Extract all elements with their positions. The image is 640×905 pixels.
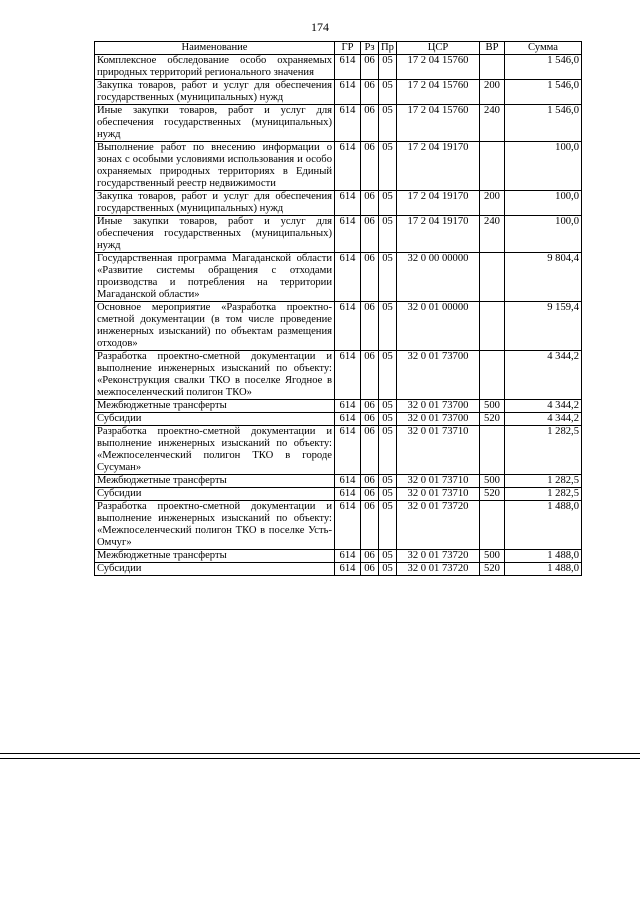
row-vr: 520	[480, 413, 505, 426]
row-rz: 06	[361, 501, 379, 550]
row-rz: 06	[361, 191, 379, 216]
row-gr: 614	[335, 142, 361, 191]
row-csr: 17 2 04 19170	[397, 191, 480, 216]
row-name: Основное мероприятие «Разработка проектно-сметной документации (в том числе проведение инженерных изысканий) по объектам размещения отходов»	[95, 302, 335, 351]
row-gr: 614	[335, 216, 361, 253]
row-gr: 614	[335, 413, 361, 426]
row-vr	[480, 55, 505, 80]
row-vr	[480, 302, 505, 351]
row-pr: 05	[379, 216, 397, 253]
row-sum: 100,0	[505, 216, 582, 253]
row-rz: 06	[361, 488, 379, 501]
table-row	[95, 351, 582, 400]
row-vr: 520	[480, 488, 505, 501]
row-sum: 1 488,0	[505, 501, 582, 550]
header-pr: Пр	[379, 42, 397, 55]
table-row	[95, 55, 582, 80]
page-number: 174	[311, 20, 329, 34]
header-gr: ГР	[335, 42, 361, 55]
table-body	[95, 55, 582, 576]
row-csr: 32 0 01 73710	[397, 488, 480, 501]
row-pr: 05	[379, 142, 397, 191]
footer-divider	[0, 758, 640, 759]
row-name: Государственная программа Магаданской области «Развитие системы обращения с отходами производства и потребления на территории Магаданской области»	[95, 253, 335, 302]
row-pr: 05	[379, 105, 397, 142]
row-gr: 614	[335, 501, 361, 550]
row-gr: 614	[335, 475, 361, 488]
row-name: Межбюджетные трансферты	[95, 550, 335, 563]
table-row	[95, 142, 582, 191]
row-csr: 32 0 01 73710	[397, 475, 480, 488]
row-csr: 32 0 01 73720	[397, 501, 480, 550]
row-rz: 06	[361, 426, 379, 475]
row-name: Закупка товаров, работ и услуг для обеспечения государственных (муниципальных) нужд	[95, 191, 335, 216]
row-sum: 1 546,0	[505, 80, 582, 105]
row-vr	[480, 351, 505, 400]
row-vr: 240	[480, 105, 505, 142]
table-row	[95, 501, 582, 550]
row-name: Комплексное обследование особо охраняемых природных территорий регионального значения	[95, 55, 335, 80]
row-csr: 32 0 01 73710	[397, 426, 480, 475]
row-pr: 05	[379, 253, 397, 302]
table-row	[95, 488, 582, 501]
row-rz: 06	[361, 550, 379, 563]
row-csr: 32 0 01 73700	[397, 400, 480, 413]
row-sum: 100,0	[505, 191, 582, 216]
table-row	[95, 216, 582, 253]
row-rz: 06	[361, 400, 379, 413]
table-row	[95, 413, 582, 426]
row-rz: 06	[361, 413, 379, 426]
row-gr: 614	[335, 191, 361, 216]
table-row	[95, 426, 582, 475]
table-row	[95, 475, 582, 488]
footer-divider	[0, 753, 640, 754]
row-sum: 1 488,0	[505, 550, 582, 563]
row-name: Разработка проектно-сметной документации и выполнение инженерных изысканий по объекту: «Реконструкция свалки ТКО в поселке Ягодное в межпоселенческий полигон ТКО»	[95, 351, 335, 400]
row-name: Закупка товаров, работ и услуг для обеспечения государственных (муниципальных) нужд	[95, 80, 335, 105]
row-name: Иные закупки товаров, работ и услуг для обеспечения государственных (муниципальных) нужд	[95, 216, 335, 253]
row-name: Разработка проектно-сметной документации и выполнение инженерных изысканий по объекту: «Межпоселенческий полигон ТКО в городе Сусуман»	[95, 426, 335, 475]
row-vr: 500	[480, 475, 505, 488]
table-row	[95, 550, 582, 563]
row-sum: 1 546,0	[505, 55, 582, 80]
row-vr: 500	[480, 550, 505, 563]
row-vr: 240	[480, 216, 505, 253]
row-sum: 1 282,5	[505, 475, 582, 488]
row-name: Субсидии	[95, 563, 335, 576]
row-gr: 614	[335, 351, 361, 400]
row-rz: 06	[361, 142, 379, 191]
row-sum: 1 488,0	[505, 563, 582, 576]
row-sum: 9 159,4	[505, 302, 582, 351]
table-row	[95, 302, 582, 351]
row-gr: 614	[335, 400, 361, 413]
row-rz: 06	[361, 216, 379, 253]
row-name: Субсидии	[95, 413, 335, 426]
row-csr: 32 0 01 73720	[397, 563, 480, 576]
row-name: Выполнение работ по внесению информации о зонах с особыми условиями использования и особо охраняемых природных территориях в Единый государственный реестр недвижимости	[95, 142, 335, 191]
header-csr: ЦСР	[397, 42, 480, 55]
row-pr: 05	[379, 475, 397, 488]
row-rz: 06	[361, 253, 379, 302]
row-sum: 1 282,5	[505, 488, 582, 501]
row-rz: 06	[361, 302, 379, 351]
row-vr	[480, 501, 505, 550]
row-pr: 05	[379, 426, 397, 475]
row-pr: 05	[379, 400, 397, 413]
row-csr: 32 0 01 73700	[397, 413, 480, 426]
row-gr: 614	[335, 80, 361, 105]
table-header-row	[95, 42, 582, 55]
table-row	[95, 563, 582, 576]
row-rz: 06	[361, 105, 379, 142]
row-csr: 32 0 00 00000	[397, 253, 480, 302]
row-name: Межбюджетные трансферты	[95, 400, 335, 413]
row-gr: 614	[335, 488, 361, 501]
row-gr: 614	[335, 563, 361, 576]
row-vr	[480, 253, 505, 302]
row-vr	[480, 142, 505, 191]
row-vr: 200	[480, 191, 505, 216]
row-gr: 614	[335, 55, 361, 80]
row-name: Межбюджетные трансферты	[95, 475, 335, 488]
header-rz: Рз	[361, 42, 379, 55]
row-pr: 05	[379, 563, 397, 576]
row-rz: 06	[361, 563, 379, 576]
row-pr: 05	[379, 550, 397, 563]
row-pr: 05	[379, 302, 397, 351]
table-row	[95, 80, 582, 105]
row-gr: 614	[335, 426, 361, 475]
row-sum: 4 344,2	[505, 351, 582, 400]
row-sum: 4 344,2	[505, 413, 582, 426]
row-csr: 17 2 04 19170	[397, 216, 480, 253]
row-pr: 05	[379, 191, 397, 216]
row-sum: 9 804,4	[505, 253, 582, 302]
row-rz: 06	[361, 80, 379, 105]
row-pr: 05	[379, 80, 397, 105]
row-gr: 614	[335, 253, 361, 302]
row-vr: 500	[480, 400, 505, 413]
row-name: Иные закупки товаров, работ и услуг для обеспечения государственных (муниципальных) нужд	[95, 105, 335, 142]
row-rz: 06	[361, 475, 379, 488]
row-gr: 614	[335, 550, 361, 563]
row-sum: 1 546,0	[505, 105, 582, 142]
row-rz: 06	[361, 55, 379, 80]
header-sum: Сумма	[505, 42, 582, 55]
row-csr: 17 2 04 15760	[397, 80, 480, 105]
row-sum: 1 282,5	[505, 426, 582, 475]
row-sum: 4 344,2	[505, 400, 582, 413]
budget-table	[94, 41, 582, 576]
row-pr: 05	[379, 413, 397, 426]
row-name: Разработка проектно-сметной документации и выполнение инженерных изысканий по объекту: «Межпоселенческий полигон ТКО в поселке Усть-Омчуг»	[95, 501, 335, 550]
table-row	[95, 253, 582, 302]
row-csr: 17 2 04 19170	[397, 142, 480, 191]
row-csr: 32 0 01 73700	[397, 351, 480, 400]
row-pr: 05	[379, 55, 397, 80]
row-name: Субсидии	[95, 488, 335, 501]
table-row	[95, 400, 582, 413]
row-pr: 05	[379, 351, 397, 400]
row-csr: 17 2 04 15760	[397, 55, 480, 80]
table-row	[95, 105, 582, 142]
header-name: Наименование	[95, 42, 335, 55]
row-gr: 614	[335, 302, 361, 351]
row-pr: 05	[379, 488, 397, 501]
table-row	[95, 191, 582, 216]
row-vr: 520	[480, 563, 505, 576]
row-csr: 32 0 01 00000	[397, 302, 480, 351]
row-csr: 32 0 01 73720	[397, 550, 480, 563]
row-csr: 17 2 04 15760	[397, 105, 480, 142]
row-vr	[480, 426, 505, 475]
row-gr: 614	[335, 105, 361, 142]
row-rz: 06	[361, 351, 379, 400]
row-vr: 200	[480, 80, 505, 105]
row-pr: 05	[379, 501, 397, 550]
row-sum: 100,0	[505, 142, 582, 191]
header-vr: ВР	[480, 42, 505, 55]
